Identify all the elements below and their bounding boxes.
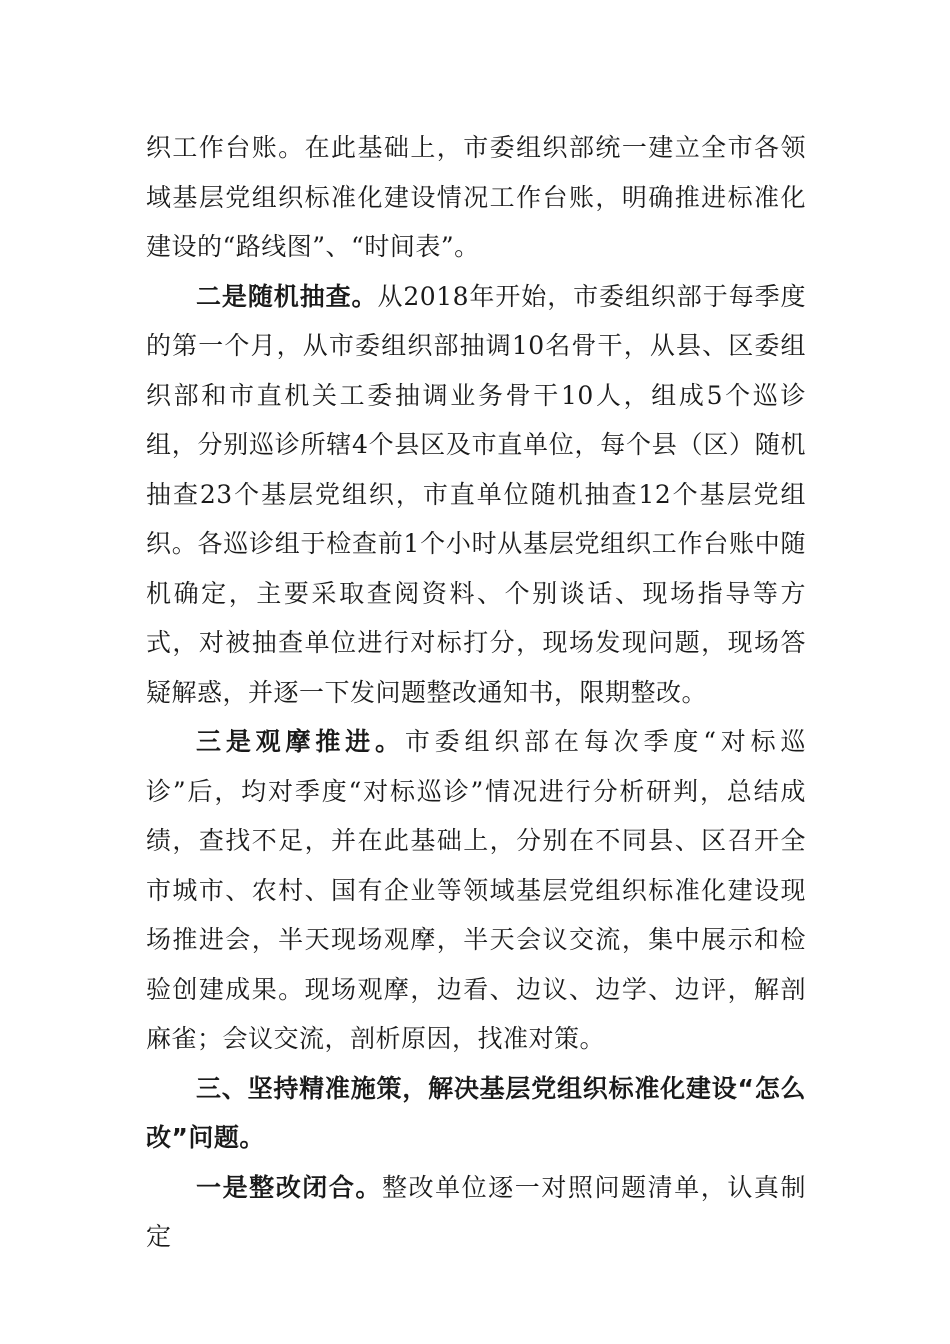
paragraph-lead: 三是观摩推进。: [196, 727, 405, 756]
paragraph-text: 市委组织部在每次季度“对标巡诊”后，均对季度“对标巡诊”情况进行分析研判，总结成绩，查找不足，并在此基础上，分别在不同县、区召开全市城市、农村、国有企业等领域基层党组织标准化建设现场推进会，半天现场观摩，半天会议交流，集中展示和检验创建成果。现场观摩，边看、边议、边学、边评，解剖麻雀；会议交流，剖析原因，找准对策。: [146, 727, 806, 1053]
paragraph-lead: 一是整改闭合。: [196, 1172, 382, 1202]
paragraph-lead: 二是随机抽查。: [196, 281, 378, 311]
paragraph-rectification: [146, 1163, 806, 1262]
paragraph-text: 织工作台账。在此基础上，市委组织部统一建立全市各领域基层党组织标准化建设情况工作台账，明确推进标准化建设的“路线图”、“时间表”。: [146, 133, 806, 261]
paragraph-text: 从2018年开始，市委组织部于每季度的第一个月，从市委组织部抽调10名骨干，从县、区委组织部和市直机关工委抽调业务骨干10人，组成5个巡诊组，分别巡诊所辖4个县区及市直单位，每个县（区）随机抽查23个基层党组织，市直单位随机抽查12个基层党组织。各巡诊组于检查前1个小时从基层党组织工作台账中随机确定，主要采取查阅资料、个别谈话、现场指导等方式，对被抽查单位进行对标打分，现场发现问题，现场答疑解惑，并逐一下发问题整改通知书，限期整改。: [146, 281, 806, 707]
paragraph-continuation: [146, 123, 806, 272]
paragraph-observation: [146, 717, 806, 1064]
section-heading: 三、坚持精准施策，解决基层党组织标准化建设“怎么改”问题。: [146, 1073, 806, 1152]
document-body: [146, 123, 806, 1262]
paragraph-random-inspection: [146, 272, 806, 718]
paragraph-text: 整改单位逐一对照问题清单，认真制定: [146, 1172, 806, 1251]
